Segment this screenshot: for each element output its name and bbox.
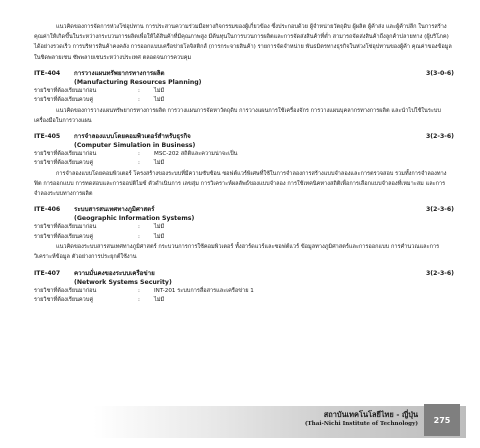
course-credit: 3(2-3-6) (425, 269, 454, 277)
corequisite-label: รายวิชาที่ต้องเรียนควบคู่ (34, 160, 94, 167)
course-title-en: (Network Systems Security) (74, 278, 172, 286)
course-title-en: (Geographic Information Systems) (74, 215, 195, 223)
colon: : (138, 87, 140, 94)
institute-name-en: (Thai-Nichi Institute of Technology) (304, 421, 418, 427)
colon: : (138, 160, 140, 167)
course-code: ITE-405 (34, 133, 61, 141)
prerequisite-value: ไม่มี (154, 87, 165, 94)
course-ite-404 (34, 69, 454, 126)
corequisite-value: ไม่มี (154, 233, 165, 240)
page-number: 275 (424, 404, 460, 436)
prerequisite-row (34, 223, 454, 232)
course-heading (34, 132, 454, 141)
course-ite-407 (34, 269, 454, 306)
corequisite-value: ไม่มี (154, 160, 165, 167)
course-title-th: การวางแผนทรัพยากรทางการผลิต (74, 69, 165, 77)
course-credit: 3(2-3-6) (425, 133, 454, 141)
corequisite-row (34, 233, 454, 242)
prerequisite-row (34, 150, 454, 159)
course-description: การจำลองแบบโดยคอมพิวเตอร์ โครงสร้างของระบบที่มีความซับซ้อน ซอฟต์แวร์พิเศษที่ใช้ในการจำลองการสร้างแบบจำลองและการตรวจสอบ รวมทั้งการจำลองทางฟิต การออกแบบ การทดสอบและการออปติไมซ์ ตัวดำเนินการ เลขสุ่ม การวิเคราะห์ผลลัพธ์ของแบบจำลอง การใช้เทคนิคทางสถิติเพื่อการเลือกแบบจำลองที่เหมาะสม และการจำลองระบบทางการผลิต (34, 170, 447, 198)
corequisite-label: รายวิชาที่ต้องเรียนควบคู่ (34, 97, 94, 104)
corequisite-row (34, 96, 454, 105)
prerequisite-value: INT-201 ระบบการสื่อสารและเครือข่าย 1 (154, 287, 254, 294)
corequisite-row (34, 296, 454, 305)
course-description: แนวคิดของการวางแผนทรัพยากรทางการผลิต การวางแผนการจัดหาวัตถุดิบ การวางแผนการใช้เครื่องจักร การวางแผนบุคลากรทางการผลิต และนำไปใช้ในระบบเครื่องมือในการวางแผน (34, 107, 441, 124)
course-title-th: ระบบสารสนเทศทางภูมิศาสตร์ (74, 206, 155, 214)
corequisite-label: รายวิชาที่ต้องเรียนควบคู่ (34, 297, 94, 304)
course-ite-406 (34, 205, 454, 262)
course-ite-405 (34, 132, 454, 199)
prerequisite-row (34, 287, 454, 296)
corequisite-value: ไม่มี (154, 297, 165, 304)
corequisite-row (34, 159, 454, 168)
footer-institute (305, 410, 418, 428)
course-title-en: (Computer Simulation in Business) (74, 142, 196, 150)
prerequisite-row (34, 87, 454, 96)
corequisite-label: รายวิชาที่ต้องเรียนควบคู่ (34, 233, 94, 240)
page-content (34, 22, 454, 305)
colon: : (138, 297, 140, 304)
colon: : (138, 97, 140, 104)
prerequisite-label: รายวิชาที่ต้องเรียนมาก่อน (34, 287, 97, 294)
course-description: แนวคิดของระบบสารสนเทศทางภูมิศาสตร์ กระบวนการการใช้คอมพิวเตอร์ ทั้งฮาร์ดแวร์และซอฟต์แวร์ ข้อมูลทางภูมิศาสตร์และการออกแบบ การคำนวณและการวิเคราะห์ข้อมูล ตัวอย่างการประยุกต์ใช้งาน (34, 244, 440, 261)
course-code: ITE-406 (34, 206, 61, 214)
corequisite-value: ไม่มี (154, 97, 165, 104)
prerequisite-label: รายวิชาที่ต้องเรียนมาก่อน (34, 87, 97, 94)
prerequisite-value: ไม่มี (154, 224, 165, 231)
course-title-en: (Manufacturing Resources Planning) (74, 78, 202, 86)
course-code: ITE-407 (34, 269, 61, 277)
course-heading (34, 69, 454, 78)
course-heading (34, 205, 454, 214)
institute-name-th: สถาบันเทคโนโลยีไทย - ญี่ปุ่น (323, 410, 418, 419)
colon: : (138, 287, 140, 294)
colon: : (138, 233, 140, 240)
prerequisite-label: รายวิชาที่ต้องเรียนมาก่อน (34, 224, 97, 231)
course-credit: 3(2-3-6) (425, 206, 454, 214)
prerequisite-label: รายวิชาที่ต้องเรียนมาก่อน (34, 151, 97, 158)
course-heading (34, 269, 454, 278)
course-title-th: การจำลองแบบโดยคอมพิวเตอร์สำหรับธุรกิจ (74, 133, 191, 141)
course-code: ITE-404 (34, 69, 61, 77)
colon: : (138, 151, 140, 158)
intro-paragraph: แนวคิดของการจัดการห่วงโซ่อุปทาน การประสานความร่วมมือทางกิจกรรมของผู้เกี่ยวข้อง ซึ่งประกอบด้วย ผู้จำหน่ายวัตถุดิบ ผู้ผลิต ผู้ค้าส่ง และผู้ค้าปลีก ในการสร้างคุณค่าให้เกิดขึ้นในระหว่างกระบวนการผลิตเพื่อให้ได้สินค้าที่มีคุณภาพสูง มีต้นทุนในการบวนการผลิตและการจัดส่งสินค้าที่ต่ำ สามารถจัดส่งสินค้าถึงลูกค้าปลายทาง (ผู้บริโภค) ได้อย่างรวดเร็ว การบริหารสินค้าคงคลัง การออกแบบเครือข่ายโลจิสติกส์ (การกระจายสินค้า) รายการจัดจำหน่าย พันธมิตรทางธุรกิจในห่วงโซ่อุปทานของผู้ค้า คุณค่าของข้อมูลในชิดพลายเชน ซัพพลายเชนระหว่างประเทศ ตลอดจนการควบคุม (34, 24, 452, 61)
prerequisite-value: MSC-202 สถิติและความน่าจะเป็น (154, 151, 238, 158)
colon: : (138, 224, 140, 231)
course-title-th: ความมั่นคงของระบบเครือข่าย (74, 269, 155, 277)
course-credit: 3(3-0-6) (425, 69, 454, 77)
